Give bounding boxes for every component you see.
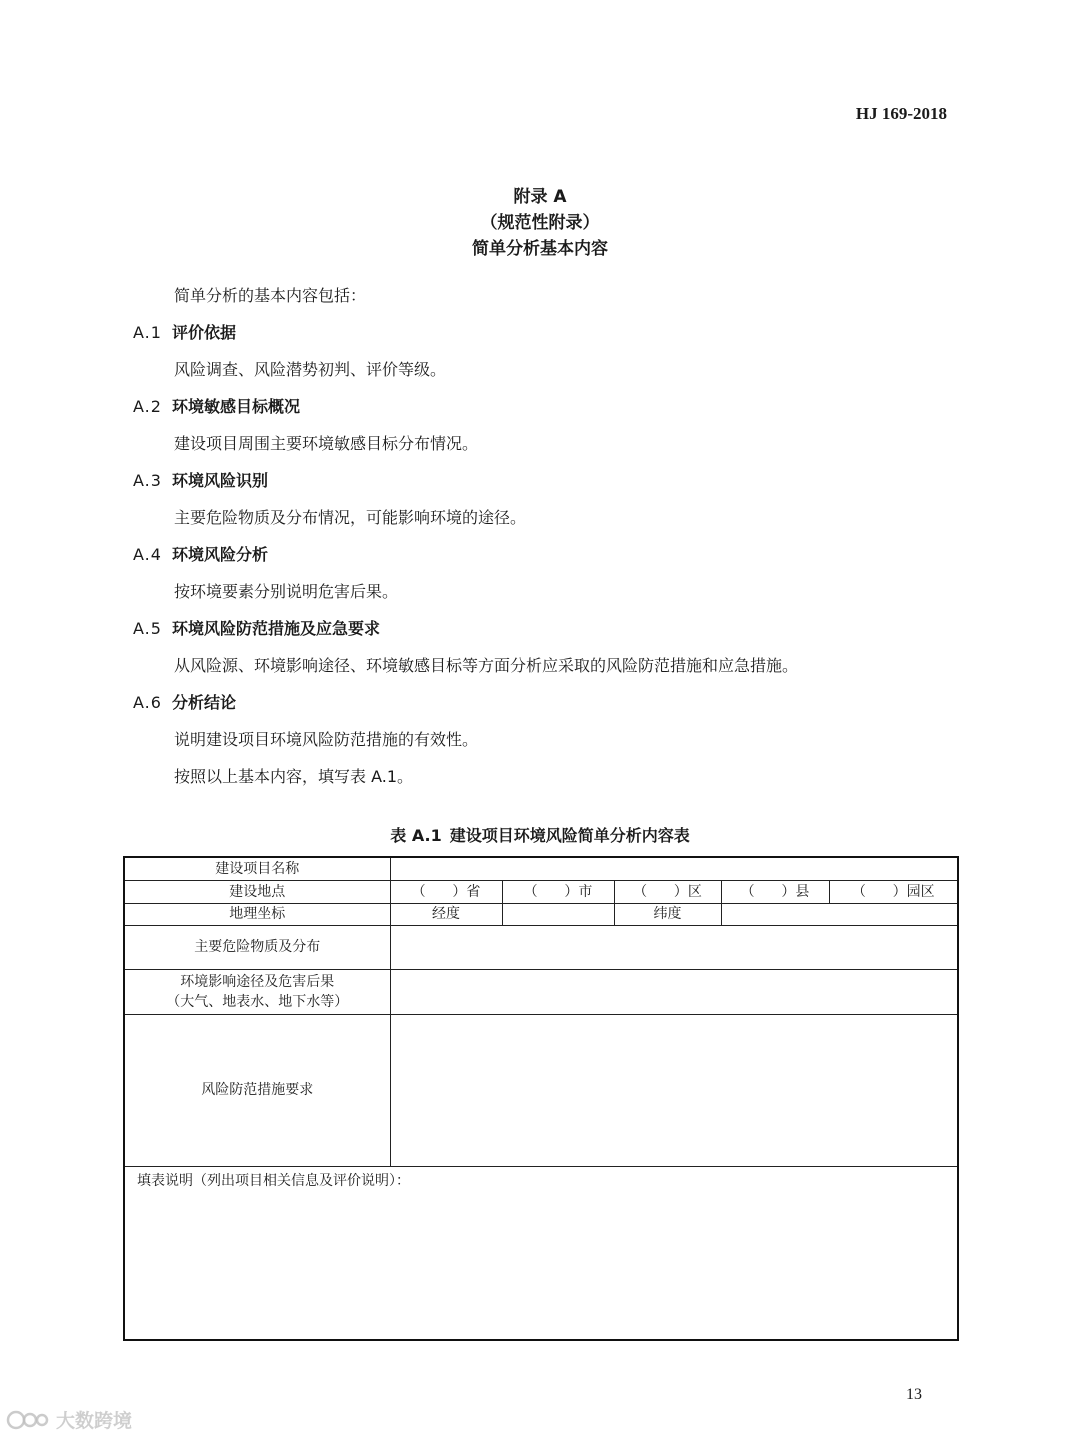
section-paragraph: 按环境要素分别说明危害后果。 bbox=[174, 582, 399, 601]
section-paragraph: 从风险源、环境影响途径、环境敏感目标等方面分析应采取的风险防范措施和应急措施。 bbox=[174, 656, 799, 675]
watermark-logo-icon bbox=[6, 1408, 52, 1432]
county-field[interactable]: （ ）县 bbox=[721, 880, 829, 903]
document-code: HJ 169-2018 bbox=[855, 104, 947, 123]
watermark bbox=[6, 1406, 132, 1433]
section-title: 分析结论 bbox=[171, 693, 236, 712]
closing-paragraph: 按照以上基本内容，填写表 A.1。 bbox=[174, 767, 414, 786]
pathways-label-line1: 环境影响途径及危害后果 bbox=[180, 973, 335, 990]
latitude-field[interactable] bbox=[721, 903, 958, 925]
section-paragraph: 建设项目周围主要环境敏感目标分布情况。 bbox=[174, 434, 479, 453]
section-number: A.6 bbox=[133, 693, 162, 712]
section-title: 环境风险防范措施及应急要求 bbox=[171, 619, 380, 638]
section-number: A.1 bbox=[133, 323, 162, 342]
section-number: A.2 bbox=[133, 397, 162, 416]
table-caption bbox=[0, 823, 1080, 846]
province-field[interactable]: （ ）省 bbox=[390, 880, 502, 903]
section-paragraph: 说明建设项目环境风险防范措施的有效性。 bbox=[174, 730, 479, 749]
page-number: 13 bbox=[906, 1386, 922, 1403]
appendix-subtitle: （规范性附录） bbox=[480, 213, 600, 233]
pathways-label-line2: （大气、地表水、地下水等） bbox=[166, 993, 349, 1010]
latitude-label: 纬度 bbox=[614, 903, 721, 925]
hazards-label: 主要危险物质及分布 bbox=[124, 925, 390, 969]
pathways-label bbox=[124, 969, 390, 1014]
project-name-field[interactable] bbox=[390, 857, 958, 880]
park-field[interactable]: （ ）园区 bbox=[829, 880, 958, 903]
table-number: 表 A.1 bbox=[390, 826, 442, 845]
section-number: A.3 bbox=[133, 471, 162, 490]
section-paragraph: 主要危险物质及分布情况，可能影响环境的途径。 bbox=[174, 508, 527, 527]
section-title: 评价依据 bbox=[171, 323, 236, 342]
section-heading bbox=[133, 394, 300, 417]
section-number: A.4 bbox=[133, 545, 162, 564]
longitude-field[interactable] bbox=[502, 903, 614, 925]
watermark-text: 大数跨境 bbox=[56, 1410, 133, 1432]
appendix-heading: 简单分析基本内容 bbox=[472, 239, 608, 259]
section-title: 环境风险分析 bbox=[171, 545, 268, 564]
measures-field[interactable] bbox=[390, 1014, 958, 1166]
risk-analysis-table bbox=[123, 856, 959, 1341]
appendix-title: 附录 A bbox=[513, 187, 567, 207]
project-name-label: 建设项目名称 bbox=[124, 857, 390, 880]
section-paragraph: 风险调查、风险潜势初判、评价等级。 bbox=[174, 360, 447, 379]
district-field[interactable]: （ ）区 bbox=[614, 880, 721, 903]
intro-paragraph: 简单分析的基本内容包括： bbox=[174, 286, 367, 305]
hazards-field[interactable] bbox=[390, 925, 958, 969]
section-number: A.5 bbox=[133, 619, 162, 638]
longitude-label: 经度 bbox=[390, 903, 502, 925]
measures-label: 风险防范措施要求 bbox=[124, 1014, 390, 1166]
section-title: 环境风险识别 bbox=[171, 471, 268, 490]
coordinates-label: 地理坐标 bbox=[124, 903, 390, 925]
section-heading bbox=[133, 616, 380, 639]
section-title: 环境敏感目标概况 bbox=[171, 397, 300, 416]
table-title: 建设项目环境风险简单分析内容表 bbox=[449, 826, 690, 845]
section-heading bbox=[133, 468, 268, 491]
notes-field[interactable] bbox=[124, 1166, 958, 1340]
pathways-field[interactable] bbox=[390, 969, 958, 1014]
section-heading bbox=[133, 542, 268, 565]
section-heading bbox=[133, 690, 236, 713]
notes-label: 填表说明（列出项目相关信息及评价说明）： bbox=[137, 1172, 410, 1189]
location-label: 建设地点 bbox=[124, 880, 390, 903]
city-field[interactable]: （ ）市 bbox=[502, 880, 614, 903]
section-heading bbox=[133, 320, 236, 343]
